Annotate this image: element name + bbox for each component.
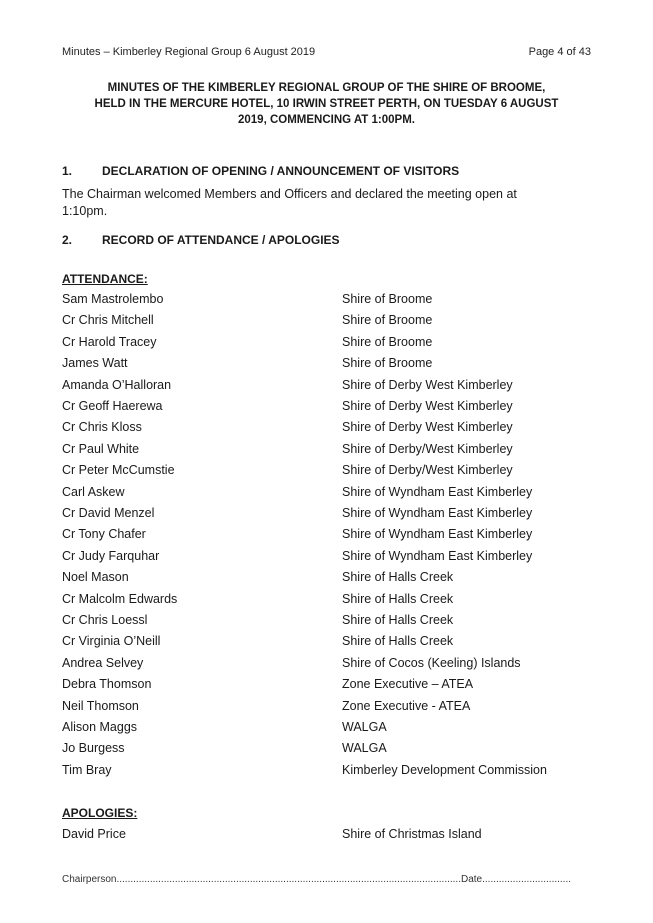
attendee-name: Jo Burgess xyxy=(62,741,125,756)
list-item xyxy=(62,827,591,848)
attendee-organisation: Shire of Wyndham East Kimberley xyxy=(342,484,533,499)
attendee-name: Andrea Selvey xyxy=(62,655,144,670)
list-item xyxy=(62,506,591,527)
attendee-name: Cr Tony Chafer xyxy=(62,527,146,542)
running-header xyxy=(62,46,591,58)
section-title: RECORD OF ATTENDANCE / APOLOGIES xyxy=(102,233,340,247)
list-item xyxy=(62,763,591,784)
attendee-name: Cr Geoff Haerewa xyxy=(62,399,163,413)
attendee-organisation: Shire of Broome xyxy=(342,334,433,349)
list-item xyxy=(62,485,591,506)
attendee-organisation: Zone Executive - ATEA xyxy=(342,698,471,713)
list-item xyxy=(62,463,591,484)
attendee-organisation: Shire of Halls Creek xyxy=(342,613,454,627)
title-line: HELD IN THE MERCURE HOTEL, 10 IRWIN STREET PERTH, ON TUESDAY 6 AUGUST xyxy=(94,98,559,110)
list-item xyxy=(62,592,591,613)
section-title: DECLARATION OF OPENING / ANNOUNCEMENT OF VISITORS xyxy=(102,164,460,178)
list-item xyxy=(62,292,591,313)
attendee-organisation: Shire of Cocos (Keeling) Islands xyxy=(342,655,521,670)
attendee-name: Cr Chris Loessl xyxy=(62,613,148,627)
attendee-organisation: Shire of Derby/West Kimberley xyxy=(342,441,513,456)
title-line: MINUTES OF THE KIMBERLEY REGIONAL GROUP OF THE SHIRE OF BROOME, xyxy=(107,82,546,94)
attendee-organisation: WALGA xyxy=(342,720,387,734)
attendee-organisation: Shire of Derby/West Kimberley xyxy=(342,463,513,478)
list-item xyxy=(62,634,591,655)
list-item xyxy=(62,335,591,356)
attendee-name: Cr Chris Kloss xyxy=(62,420,142,435)
attendee-name: Alison Maggs xyxy=(62,720,138,734)
page-number: Page 4 of 43 xyxy=(528,46,591,58)
list-item xyxy=(62,549,591,570)
attendee-name: Cr David Menzel xyxy=(62,506,155,520)
section-2-heading xyxy=(62,233,340,247)
attendee-name: David Price xyxy=(62,827,126,841)
title-line: 2019, COMMENCING AT 1:00PM. xyxy=(237,114,415,126)
list-item xyxy=(62,741,591,762)
attendee-name: Tim Bray xyxy=(62,762,112,777)
attendee-organisation: Shire of Broome xyxy=(342,313,433,328)
list-item xyxy=(62,378,591,399)
attendee-name: Cr Peter McCumstie xyxy=(62,463,175,478)
attendee-name: Debra Thomson xyxy=(62,677,152,692)
list-item xyxy=(62,442,591,463)
attendee-organisation: Shire of Derby West Kimberley xyxy=(342,377,513,392)
list-item xyxy=(62,399,591,420)
attendee-name: Carl Askew xyxy=(62,484,125,499)
section-number: 2. xyxy=(62,233,73,247)
apologies-heading: APOLOGIES: xyxy=(62,806,138,820)
attendee-organisation: Shire of Wyndham East Kimberley xyxy=(342,506,533,520)
section-number: 1. xyxy=(62,164,73,178)
attendee-organisation: Shire of Derby West Kimberley xyxy=(342,420,513,435)
list-item xyxy=(62,720,591,741)
attendee-name: Cr Judy Farquhar xyxy=(62,548,160,563)
header-title: Minutes – Kimberley Regional Group 6 August 2019 xyxy=(62,46,316,58)
attendee-name: Cr Chris Mitchell xyxy=(62,313,154,328)
attendee-name: Noel Mason xyxy=(62,570,129,585)
list-item xyxy=(62,613,591,634)
attendee-organisation: Shire of Broome xyxy=(342,356,433,371)
section-1-paragraph xyxy=(62,186,591,220)
attendee-organisation: WALGA xyxy=(342,741,387,756)
attendee-name: Cr Virginia O’Neill xyxy=(62,634,161,649)
attendee-organisation: Shire of Halls Creek xyxy=(342,634,454,649)
list-item xyxy=(62,527,591,548)
list-item xyxy=(62,356,591,377)
attendee-organisation: Shire of Wyndham East Kimberley xyxy=(342,548,533,563)
list-item xyxy=(62,656,591,677)
attendee-organisation: Shire of Halls Creek xyxy=(342,570,454,585)
list-item xyxy=(62,699,591,720)
attendee-organisation: Shire of Broome xyxy=(342,292,433,306)
list-item xyxy=(62,420,591,441)
attendee-name: Sam Mastrolembo xyxy=(62,292,164,306)
signature-line: Chairperson............................................................................................................................Date................................ xyxy=(62,874,572,885)
attendee-organisation: Shire of Christmas Island xyxy=(342,827,482,841)
attendee-organisation: Shire of Derby West Kimberley xyxy=(342,399,513,413)
attendee-name: Cr Malcolm Edwards xyxy=(62,591,178,606)
attendee-name: Amanda O’Halloran xyxy=(62,377,172,392)
attendee-organisation: Shire of Wyndham East Kimberley xyxy=(342,527,533,542)
minutes-title xyxy=(62,80,591,128)
attendance-heading: ATTENDANCE: xyxy=(62,272,148,286)
attendee-organisation: Kimberley Development Commission xyxy=(342,762,547,777)
section-1-heading xyxy=(62,164,459,178)
attendee-name: James Watt xyxy=(62,356,128,371)
attendee-name: Cr Harold Tracey xyxy=(62,334,157,349)
list-item xyxy=(62,677,591,698)
attendee-name: Cr Paul White xyxy=(62,441,140,456)
paragraph-line: 1:10pm. xyxy=(62,204,108,218)
list-item xyxy=(62,313,591,334)
attendee-organisation: Shire of Halls Creek xyxy=(342,591,454,606)
attendee-name: Neil Thomson xyxy=(62,698,139,713)
attendee-organisation: Zone Executive – ATEA xyxy=(342,677,474,692)
paragraph-line: The Chairman welcomed Members and Officers and declared the meeting open at xyxy=(62,187,517,201)
list-item xyxy=(62,570,591,591)
